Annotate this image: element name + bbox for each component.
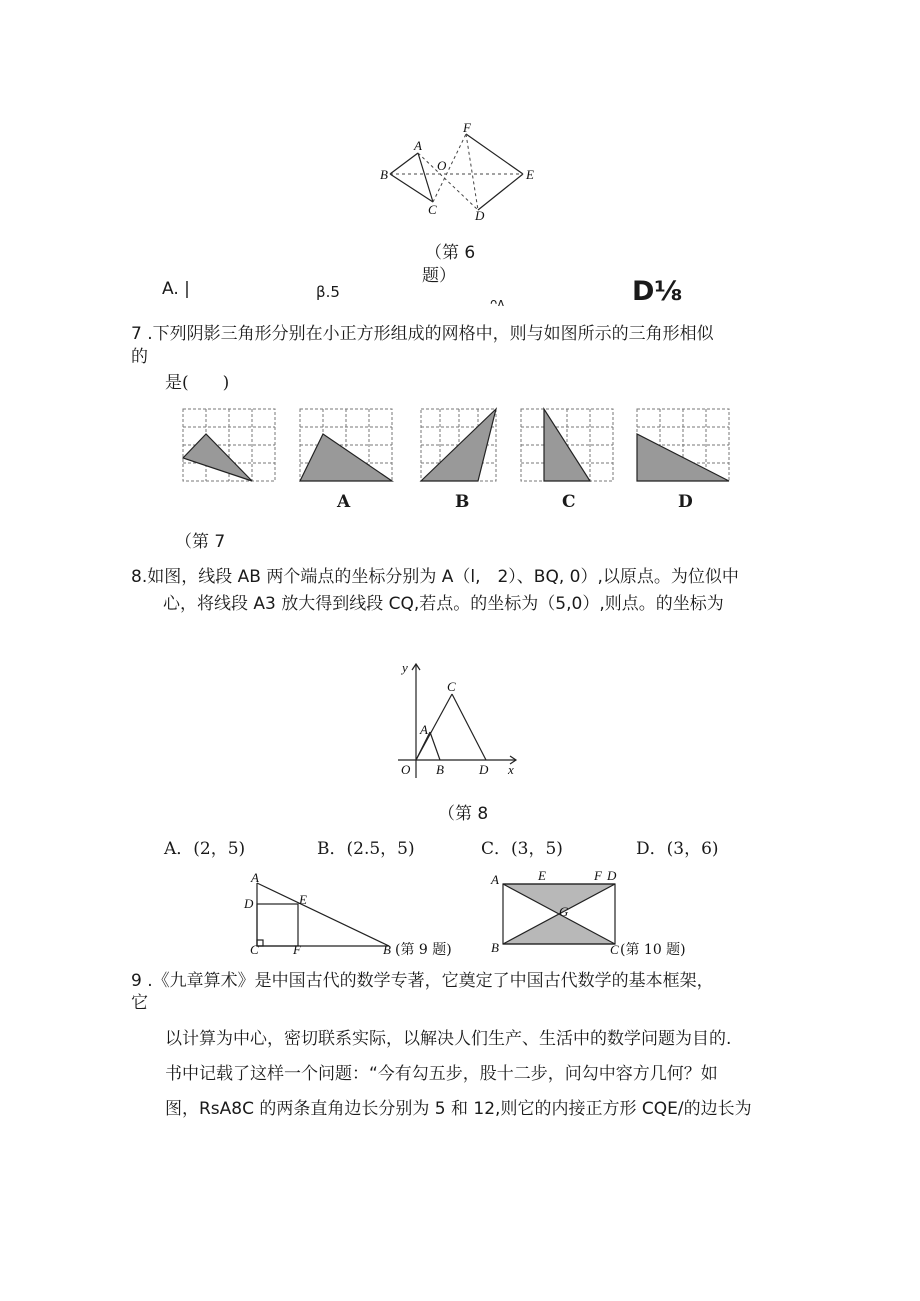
q6-label-o: O (437, 158, 447, 173)
q7-stem-line1: 7 .下列阴影三角形分别在小正方形组成的网格中，则与如图所示的三角形相似 (131, 324, 714, 344)
q7-stem-line2: 的 (131, 347, 148, 367)
q7-given-grid (182, 407, 278, 483)
q9-label-a: A (251, 870, 259, 885)
q8-stem-line2: 心，将线段 A3 放大得到线段 CQ,若点。的坐标为（5,0）,则点。的坐标为 (163, 594, 724, 614)
q9-stem-line3: 以计算为中心，密切联系实际，以解决人们生产、生活中的数学问题为目的. (165, 1029, 732, 1049)
q8-option-a: A．(2，5) (164, 839, 246, 859)
q8-stem-line1: 8.如图，线段 AB 两个端点的坐标分别为 A（l, 2）、BQ, 0）,以原点。为位似中 (131, 567, 739, 587)
q7-option-label-c: C (562, 492, 576, 512)
q7-option-d-grid (636, 407, 732, 483)
q9-stem-line4: 书中记载了这样一个问题：“今有勾五步，股十二步，问勾中容方几何？如 (165, 1064, 718, 1084)
q6-option-d: D⅛ (632, 276, 683, 307)
q9-stem-line1: 9 .《九章算术》是中国古代的数学专著，它奠定了中国古代数学的基本框架， (131, 971, 714, 991)
q10-label-d: D (607, 868, 617, 883)
q7-caption: （第 7 (175, 532, 226, 552)
q8-label-d: D (479, 762, 489, 777)
q7-option-a-grid (299, 407, 395, 483)
q9-stem-line2: 它 (131, 993, 148, 1013)
q6-caption-line1: （第 6 (425, 243, 476, 263)
q9-label-f: F (293, 942, 301, 957)
q10-figure-caption: (第 10 题) (620, 942, 686, 958)
q8-option-d: D．(3，6) (636, 839, 719, 859)
q6-label-c: C (428, 202, 437, 217)
q10-figure (488, 866, 708, 956)
q6-figure (378, 122, 548, 222)
q6-label-f: F (463, 120, 471, 135)
q6-option-a: A. | (162, 279, 190, 299)
q6-option-b-fragment: β.5 (316, 283, 340, 301)
q9-label-e: E (299, 892, 307, 907)
q6-label-e: E (526, 167, 534, 182)
q10-label-g: G (559, 904, 569, 919)
q8-caption: （第 8 (438, 804, 489, 824)
q8-label-c: C (447, 679, 456, 694)
q10-label-a: A (491, 872, 499, 887)
q8-label-a: A (420, 722, 428, 737)
q8-label-b: B (436, 762, 444, 777)
q9-label-b: B (383, 942, 391, 957)
q7-stem-line3: 是( ) (165, 373, 230, 393)
q8-option-b: B．(2.5，5) (317, 839, 415, 859)
q10-label-c: C (610, 942, 619, 957)
q8-coordinate-figure (396, 660, 526, 780)
q8-option-c: C．(3，5) (481, 839, 563, 859)
q6-option-c-fragment: ᴖᴧ (490, 296, 505, 306)
q8-label-o: O (401, 762, 411, 777)
q10-label-b: B (491, 940, 499, 955)
q10-label-f: F (594, 868, 602, 883)
q9-label-d: D (244, 896, 254, 911)
q8-axis-x-label: x (508, 762, 514, 777)
q7-option-c-grid (520, 407, 616, 483)
q7-option-b-grid (420, 407, 498, 483)
q6-label-a: A (414, 138, 422, 153)
q9-figure-caption: (第 9 题) (395, 942, 452, 958)
q6-caption-line2: 题） (422, 266, 456, 286)
q7-option-label-d: D (678, 492, 693, 512)
q8-axis-y-label: y (402, 660, 408, 675)
q9-stem-line5: 图，RsA8C 的两条直角边长分别为 5 和 12,则它的内接正方形 CQE/的边长为 (165, 1099, 752, 1119)
q9-figure (243, 870, 473, 960)
q6-label-d: D (475, 208, 485, 223)
q10-label-e: E (538, 868, 546, 883)
q6-label-b: B (380, 167, 388, 182)
q7-option-label-a: A (337, 492, 351, 512)
q7-option-label-b: B (455, 492, 470, 512)
q9-label-c: C (250, 942, 259, 957)
